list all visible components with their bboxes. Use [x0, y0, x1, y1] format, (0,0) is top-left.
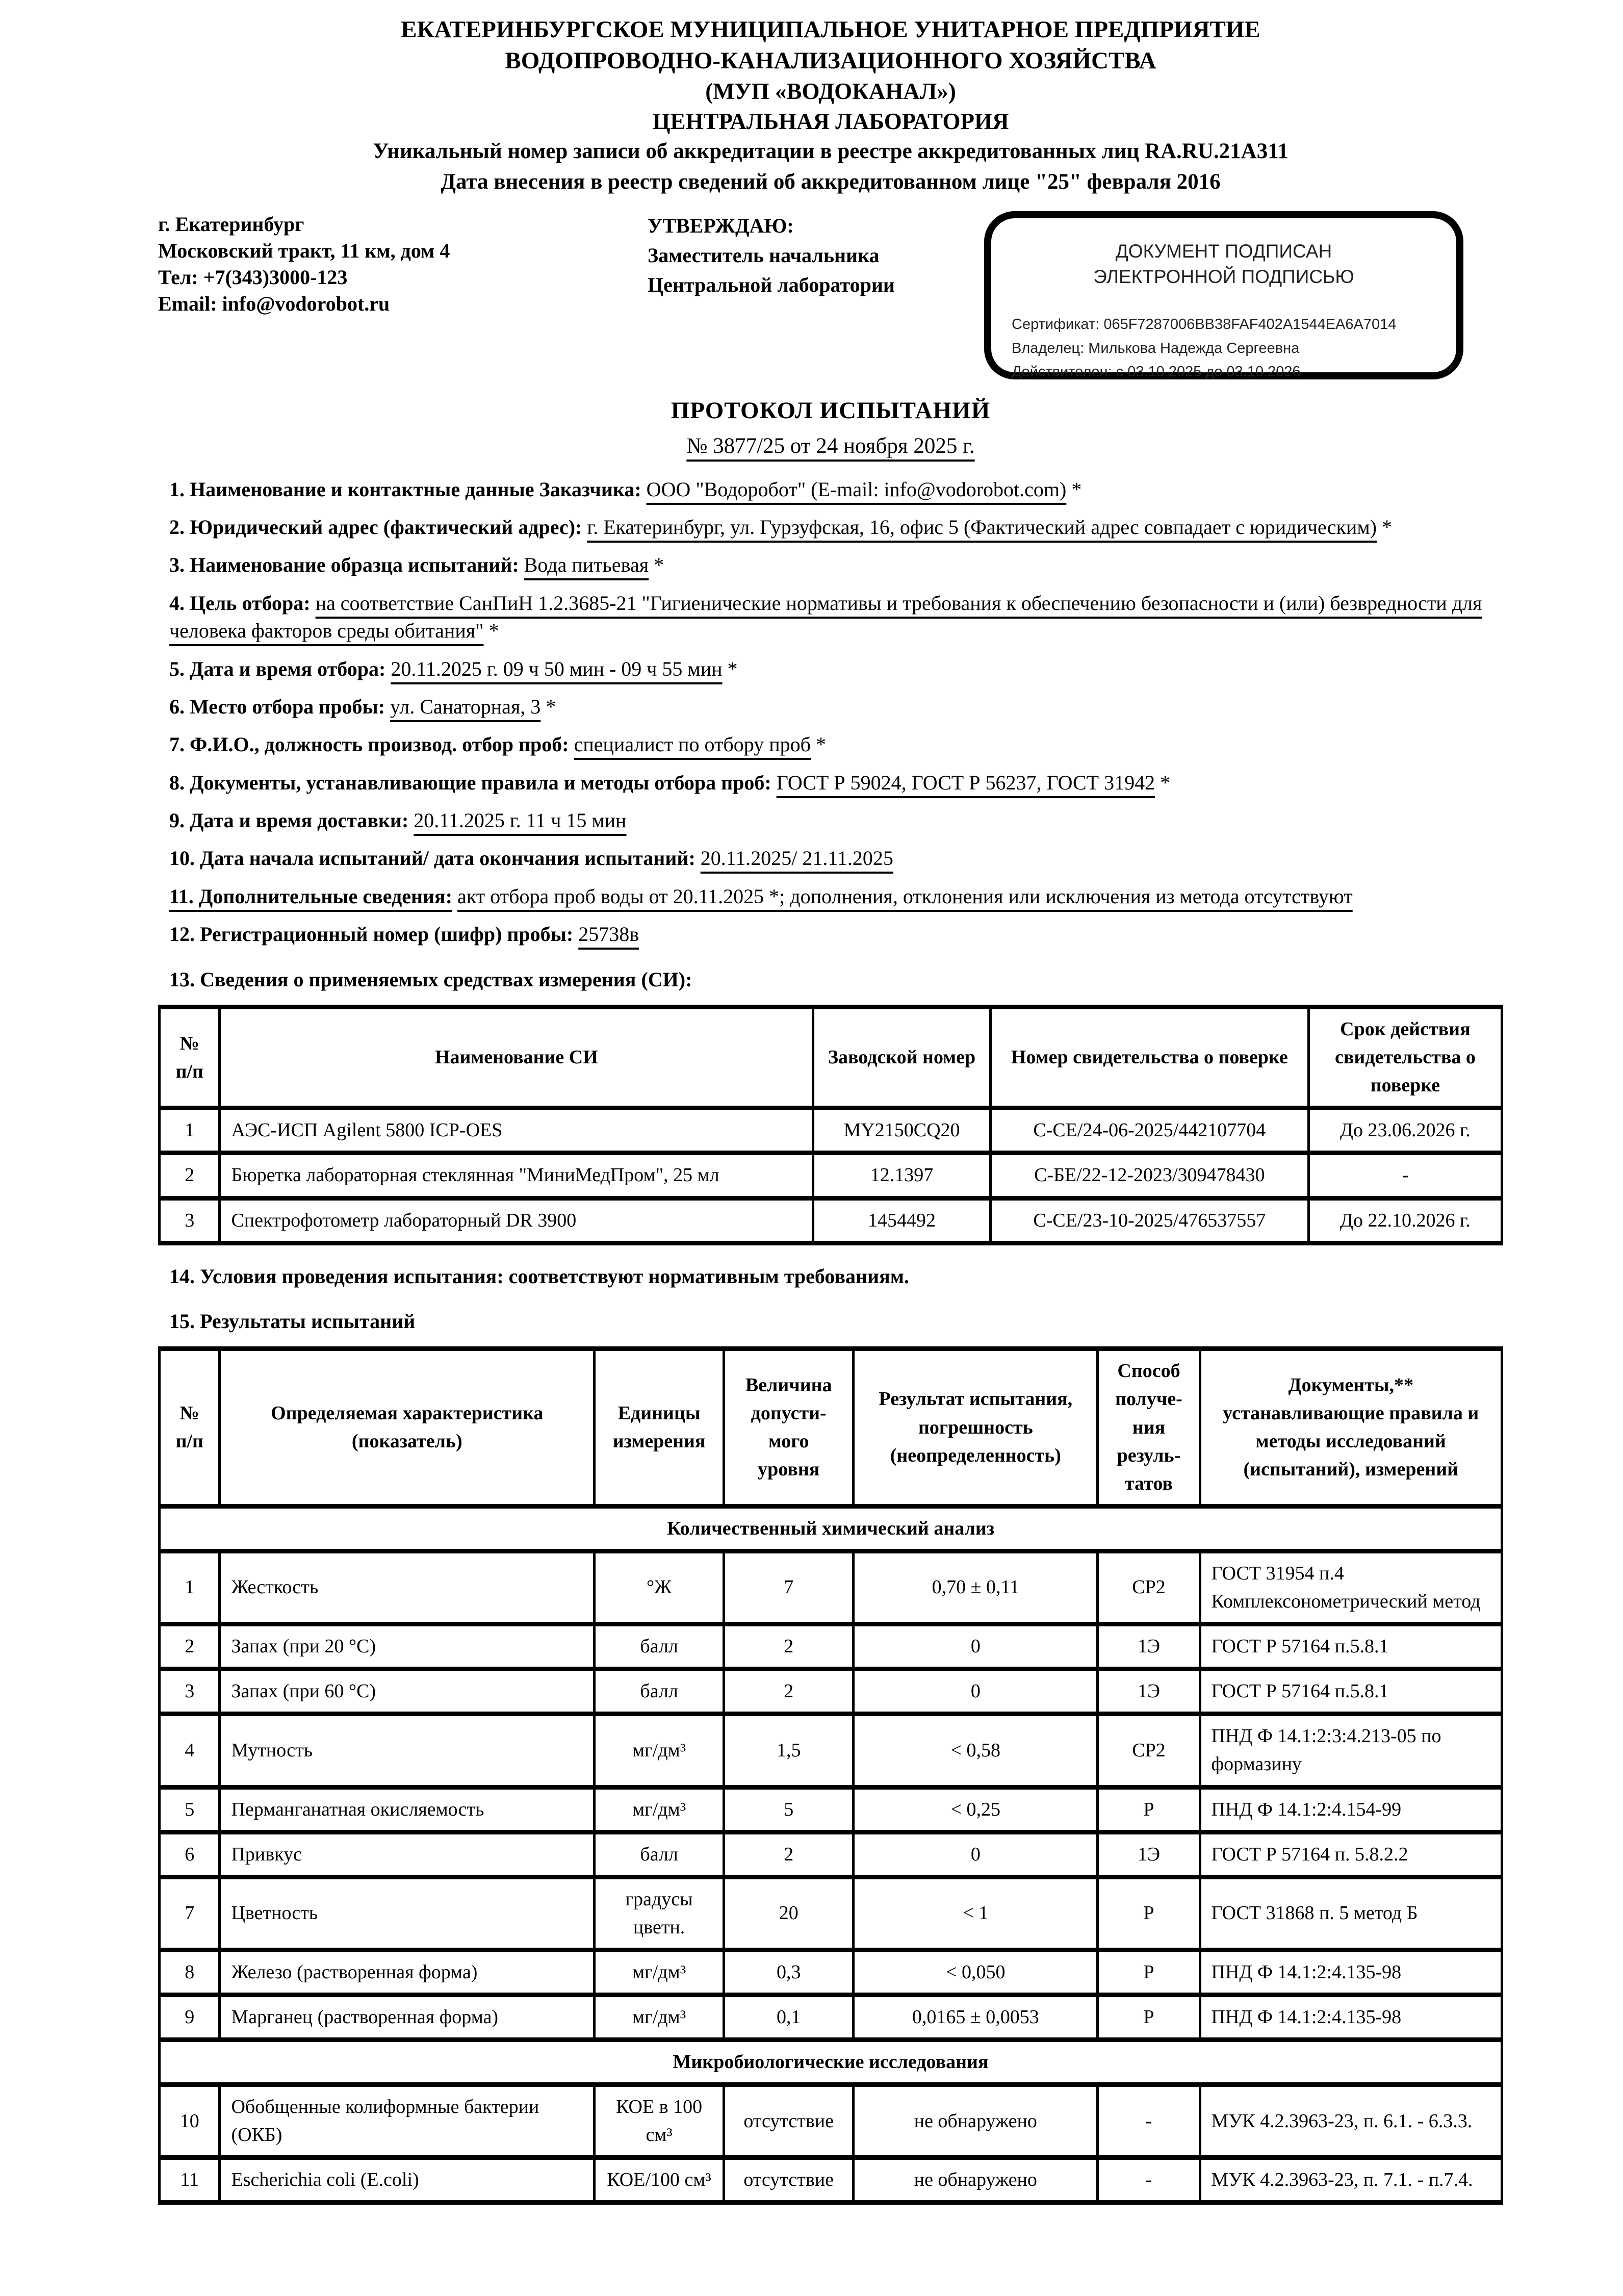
- cell-docs: ПНД Ф 14.1:2:4.135-98: [1200, 1950, 1502, 1995]
- cell-units: балл: [595, 1669, 724, 1714]
- info-row: [158, 211, 1503, 379]
- cell-docs: ГОСТ Р 57164 п.5.8.1: [1200, 1669, 1502, 1714]
- si-cell-serial: 1454492: [813, 1198, 991, 1243]
- cell-units: мг/дм³: [595, 1787, 724, 1832]
- cell-num: 8: [160, 1950, 220, 1995]
- accreditation-date: Дата внесения в реестр сведений об аккредитованном лице "25" февраля 2016: [441, 170, 1221, 194]
- si-row: [160, 1198, 1502, 1243]
- results-section-microbiology: Микробиологические исследования: [160, 2040, 1502, 2085]
- cell-units: балл: [595, 1832, 724, 1877]
- si-row: [160, 1108, 1502, 1153]
- cell-units: мг/дм³: [595, 1714, 724, 1787]
- cell-method: Р: [1098, 1995, 1200, 2039]
- results-row: [160, 1551, 1502, 1624]
- cell-name: Запах (при 20 °С): [220, 1624, 595, 1669]
- contact-phone: Тел: +7(343)3000-123: [158, 265, 348, 289]
- cell-num: 7: [160, 1877, 220, 1950]
- approval-position: Заместитель начальника: [648, 243, 880, 267]
- item-sampling-place: 6. Место отбора пробы: ул. Санаторная, 3 *: [169, 695, 556, 718]
- item-sampling-datetime: 5. Дата и время отбора: 20.11.2025 г. 09 ч 50 мин - 09 ч 55 мин *: [169, 657, 738, 680]
- item-customer: 1. Наименование и контактные данные Заказчика: ООО "Водоробот" (E-mail: info@vodorobot.com) *: [169, 477, 1082, 501]
- si-header-row: [160, 1007, 1502, 1108]
- cell-name: Привкус: [220, 1832, 595, 1877]
- cell-limit: 2: [724, 1624, 854, 1669]
- cell-method: Р: [1098, 1950, 1200, 1995]
- approval-title: УТВЕРЖДАЮ:: [648, 214, 794, 237]
- results-row: [160, 2158, 1502, 2203]
- si-cell-name: Бюретка лабораторная стеклянная "МиниМедПром", 25 мл: [220, 1153, 813, 1198]
- cell-docs: МУК 4.2.3963-23, п. 7.1. - п.7.4.: [1200, 2158, 1502, 2203]
- cell-limit: отсутствие: [724, 2085, 854, 2158]
- cell-docs: ПНД Ф 14.1:2:3:4.213-05 по формазину: [1200, 1714, 1502, 1787]
- results-row: [160, 1787, 1502, 1832]
- results-header-result: Результат испытания, погрешность (неопределенность): [854, 1349, 1098, 1506]
- cell-method: 1Э: [1098, 1669, 1200, 1714]
- cell-name: Железо (растворенная форма): [220, 1950, 595, 1995]
- cell-limit: 2: [724, 1669, 854, 1714]
- cell-name: Марганец (растворенная форма): [220, 1995, 595, 2039]
- si-section-label: 13. Сведения о применяемых средствах измерения (СИ):: [169, 967, 692, 991]
- cell-result: < 0,050: [854, 1950, 1098, 1995]
- si-cell-valid: До 23.06.2026 г.: [1308, 1108, 1502, 1153]
- stamp-title-line1: ДОКУМЕНТ ПОДПИСАН: [1115, 240, 1332, 262]
- stamp-certificate: Сертификат: 065F7287006BB38FAF402A1544EA6A7014: [1012, 316, 1397, 333]
- si-cell-serial: 12.1397: [813, 1153, 991, 1198]
- results-row: [160, 2085, 1502, 2158]
- cell-num: 3: [160, 1669, 220, 1714]
- results-header-num: № п/п: [160, 1349, 220, 1506]
- cell-method: СР2: [1098, 1551, 1200, 1624]
- cell-num: 6: [160, 1832, 220, 1877]
- cell-units: градусы цветн.: [595, 1877, 724, 1950]
- protocol-items: [169, 476, 1503, 949]
- results-header-docs: Документы,** устанавливающие правила и методы исследований (испытаний), измерений: [1200, 1349, 1502, 1506]
- cell-docs: ГОСТ 31868 п. 5 метод Б: [1200, 1877, 1502, 1950]
- si-cell-cert: С-СЕ/23-10-2025/476537557: [990, 1198, 1308, 1243]
- cell-method: 1Э: [1098, 1832, 1200, 1877]
- approval-block: [648, 211, 984, 379]
- item-sample-name: 3. Наименование образца испытаний: Вода питьевая *: [169, 553, 664, 577]
- results-header-limit: Величина допустимого уровня: [724, 1349, 854, 1506]
- cell-num: 10: [160, 2085, 220, 2158]
- cell-method: -: [1098, 2158, 1200, 2203]
- cell-limit: 0,1: [724, 1995, 854, 2039]
- cell-docs: ГОСТ Р 57164 п. 5.8.2.2: [1200, 1832, 1502, 1877]
- contact-city: г. Екатеринбург: [158, 212, 304, 236]
- item-test-dates: 10. Дата начала испытаний/ дата окончания испытаний: 20.11.2025/ 21.11.2025: [169, 847, 893, 870]
- results-row: [160, 1950, 1502, 1995]
- cell-units: балл: [595, 1624, 724, 1669]
- cell-units: мг/дм³: [595, 1950, 724, 1995]
- cell-method: 1Э: [1098, 1624, 1200, 1669]
- si-header-valid: Срок действия свидетельства о поверке: [1308, 1007, 1502, 1108]
- si-header-num: № п/п: [160, 1007, 220, 1108]
- results-header-characteristic: Определяемая характеристика (показатель): [220, 1349, 595, 1506]
- results-row: [160, 1995, 1502, 2039]
- cell-name: Escherichia coli (E.coli): [220, 2158, 595, 2203]
- cell-result: < 0,25: [854, 1787, 1098, 1832]
- cell-method: Р: [1098, 1787, 1200, 1832]
- si-cell-name: Спектрофотометр лабораторный DR 3900: [220, 1198, 813, 1243]
- cell-units: мг/дм³: [595, 1995, 724, 2039]
- results-table: [158, 1346, 1503, 2205]
- cell-method: -: [1098, 2085, 1200, 2158]
- stamp-validity: Действителен: с 03.10.2025 до 03.10.2026: [1012, 364, 1301, 380]
- cell-limit: 5: [724, 1787, 854, 1832]
- item-additional-info: 11. Дополнительные сведения: акт отбора проб воды от 20.11.2025 *; дополнения, отклонения или исключения из метода отсутствуют: [169, 884, 1353, 908]
- si-cell-valid: -: [1308, 1153, 1502, 1198]
- si-cell-cert: С-БЕ/22-12-2023/309478430: [990, 1153, 1308, 1198]
- cell-result: 0,0165 ± 0,0053: [854, 1995, 1098, 2039]
- si-cell-serial: MY2150CQ20: [813, 1108, 991, 1153]
- si-cell-num: 3: [160, 1198, 220, 1243]
- cell-docs: ГОСТ 31954 п.4 Комплексонометрический метод: [1200, 1551, 1502, 1624]
- cell-name: Жесткость: [220, 1551, 595, 1624]
- cell-limit: 7: [724, 1551, 854, 1624]
- results-header-units: Единицы измерения: [595, 1349, 724, 1506]
- cell-docs: ГОСТ Р 57164 п.5.8.1: [1200, 1624, 1502, 1669]
- cell-result: не обнаружено: [854, 2085, 1098, 2158]
- cell-limit: 1,5: [724, 1714, 854, 1787]
- cell-num: 2: [160, 1624, 220, 1669]
- cell-result: < 1: [854, 1877, 1098, 1950]
- cell-name: Запах (при 60 °С): [220, 1669, 595, 1714]
- si-header-name: Наименование СИ: [220, 1007, 813, 1108]
- cell-result: 0: [854, 1624, 1098, 1669]
- org-name-line3: (МУП «ВОДОКАНАЛ»): [705, 79, 956, 105]
- cell-units: КОЕ в 100 см³: [595, 2085, 724, 2158]
- cell-limit: отсутствие: [724, 2158, 854, 2203]
- cell-name: Перманганатная окисляемость: [220, 1787, 595, 1832]
- cell-name: Мутность: [220, 1714, 595, 1787]
- org-name-line2: ВОДОПРОВОДНО-КАНАЛИЗАЦИОННОГО ХОЗЯЙСТВА: [505, 47, 1156, 74]
- cell-result: 0: [854, 1669, 1098, 1714]
- results-header-method: Способ получения результатов: [1098, 1349, 1200, 1506]
- cell-units: КОЕ/100 см³: [595, 2158, 724, 2203]
- cell-num: 9: [160, 1995, 220, 2039]
- protocol-title: ПРОТОКОЛ ИСПЫТАНИЙ: [671, 397, 991, 424]
- results-header-row: [160, 1349, 1502, 1506]
- cell-limit: 0,3: [724, 1950, 854, 1995]
- org-name-line4: ЦЕНТРАЛЬНАЯ ЛАБОРАТОРИЯ: [652, 108, 1009, 134]
- cell-name: Обобщенные колиформные бактерии (ОКБ): [220, 2085, 595, 2158]
- results-section-chemical: Количественный химический анализ: [160, 1506, 1502, 1551]
- cell-limit: 20: [724, 1877, 854, 1950]
- si-cell-valid: До 22.10.2026 г.: [1308, 1198, 1502, 1243]
- cell-units: °Ж: [595, 1551, 724, 1624]
- results-row: [160, 1714, 1502, 1787]
- item-sampling-purpose: 4. Цель отбора: на соответствие СанПиН 1.2.3685-21 "Гигиенические нормативы и требования к обеспечению безопасности и (или) безвредности для человека факторов среды обитания" *: [169, 591, 1482, 643]
- protocol-number: № 3877/25 от 24 ноября 2025 г.: [686, 433, 975, 458]
- si-header-cert: Номер свидетельства о поверке: [990, 1007, 1308, 1108]
- cell-result: не обнаружено: [854, 2158, 1098, 2203]
- si-table-wrap: [158, 1005, 1503, 1245]
- stamp-info: [1012, 313, 1436, 384]
- org-name-line1: ЕКАТЕРИНБУРГСКОЕ МУНИЦИПАЛЬНОЕ УНИТАРНОЕ ПРЕДПРИЯТИЕ: [401, 16, 1260, 43]
- results-section-label: 15. Результаты испытаний: [169, 1309, 416, 1333]
- cell-result: < 0,58: [854, 1714, 1098, 1787]
- test-conditions-line: 14. Условия проведения испытания: соответствуют нормативным требованиям.: [169, 1264, 909, 1288]
- protocol-number-line: [158, 433, 1503, 458]
- results-row: [160, 1669, 1502, 1714]
- electronic-signature-stamp: [984, 211, 1463, 379]
- cell-limit: 2: [724, 1832, 854, 1877]
- si-cell-cert: С-СЕ/24-06-2025/442107704: [990, 1108, 1308, 1153]
- cell-num: 4: [160, 1714, 220, 1787]
- si-row: [160, 1153, 1502, 1198]
- accreditation-number: Уникальный номер записи об аккредитации в реестре аккредитованных лиц RA.RU.21А311: [373, 139, 1289, 164]
- cell-docs: ПНД Ф 14.1:2:4.135-98: [1200, 1995, 1502, 2039]
- contact-email: Email: info@vodorobot.ru: [158, 292, 390, 315]
- cell-method: СР2: [1098, 1714, 1200, 1787]
- document-header: [158, 14, 1503, 198]
- results-row: [160, 1877, 1502, 1950]
- item-registration-number: 12. Регистрационный номер (шифр) пробы: 25738в: [169, 923, 639, 946]
- cell-num: 5: [160, 1787, 220, 1832]
- item-delivery-datetime: 9. Дата и время доставки: 20.11.2025 г. 11 ч 15 мин: [169, 809, 627, 832]
- stamp-title-line2: ЭЛЕКТРОННОЙ ПОДПИСЬЮ: [1093, 266, 1354, 287]
- cell-num: 1: [160, 1551, 220, 1624]
- cell-docs: МУК 4.2.3963-23, п. 6.1. - 6.3.3.: [1200, 2085, 1502, 2158]
- si-cell-num: 2: [160, 1153, 220, 1198]
- si-cell-num: 1: [160, 1108, 220, 1153]
- stamp-title: [1012, 239, 1436, 290]
- contact-block: [158, 211, 648, 379]
- item-sampler-name: 7. Ф.И.О., должность производ. отбор проб: специалист по отбору проб *: [169, 733, 826, 756]
- item-legal-address: 2. Юридический адрес (фактический адрес): г. Екатеринбург, ул. Гурзуфская, 16, офис 5 (Фактический адрес совпадает с юридическим) *: [169, 515, 1392, 539]
- item-sampling-documents: 8. Документы, устанавливающие правила и методы отбора проб: ГОСТ Р 59024, ГОСТ Р 56237, ГОСТ 31942 *: [169, 771, 1171, 794]
- cell-num: 11: [160, 2158, 220, 2203]
- results-row: [160, 1832, 1502, 1877]
- contact-address: Московский тракт, 11 км, дом 4: [158, 239, 450, 262]
- stamp-owner: Владелец: Милькова Надежда Сергеевна: [1012, 340, 1300, 356]
- cell-name: Цветность: [220, 1877, 595, 1950]
- results-row: [160, 1624, 1502, 1669]
- si-header-serial: Заводской номер: [813, 1007, 991, 1108]
- approval-unit: Центральной лаборатории: [648, 273, 895, 296]
- cell-docs: ПНД Ф 14.1:2:4.154-99: [1200, 1787, 1502, 1832]
- si-cell-name: АЭС-ИСП Agilent 5800 ICP-OES: [220, 1108, 813, 1153]
- cell-result: 0,70 ± 0,11: [854, 1551, 1098, 1624]
- si-table: [158, 1005, 1503, 1245]
- cell-method: Р: [1098, 1877, 1200, 1950]
- results-table-wrap: [158, 1346, 1503, 2205]
- cell-result: 0: [854, 1832, 1098, 1877]
